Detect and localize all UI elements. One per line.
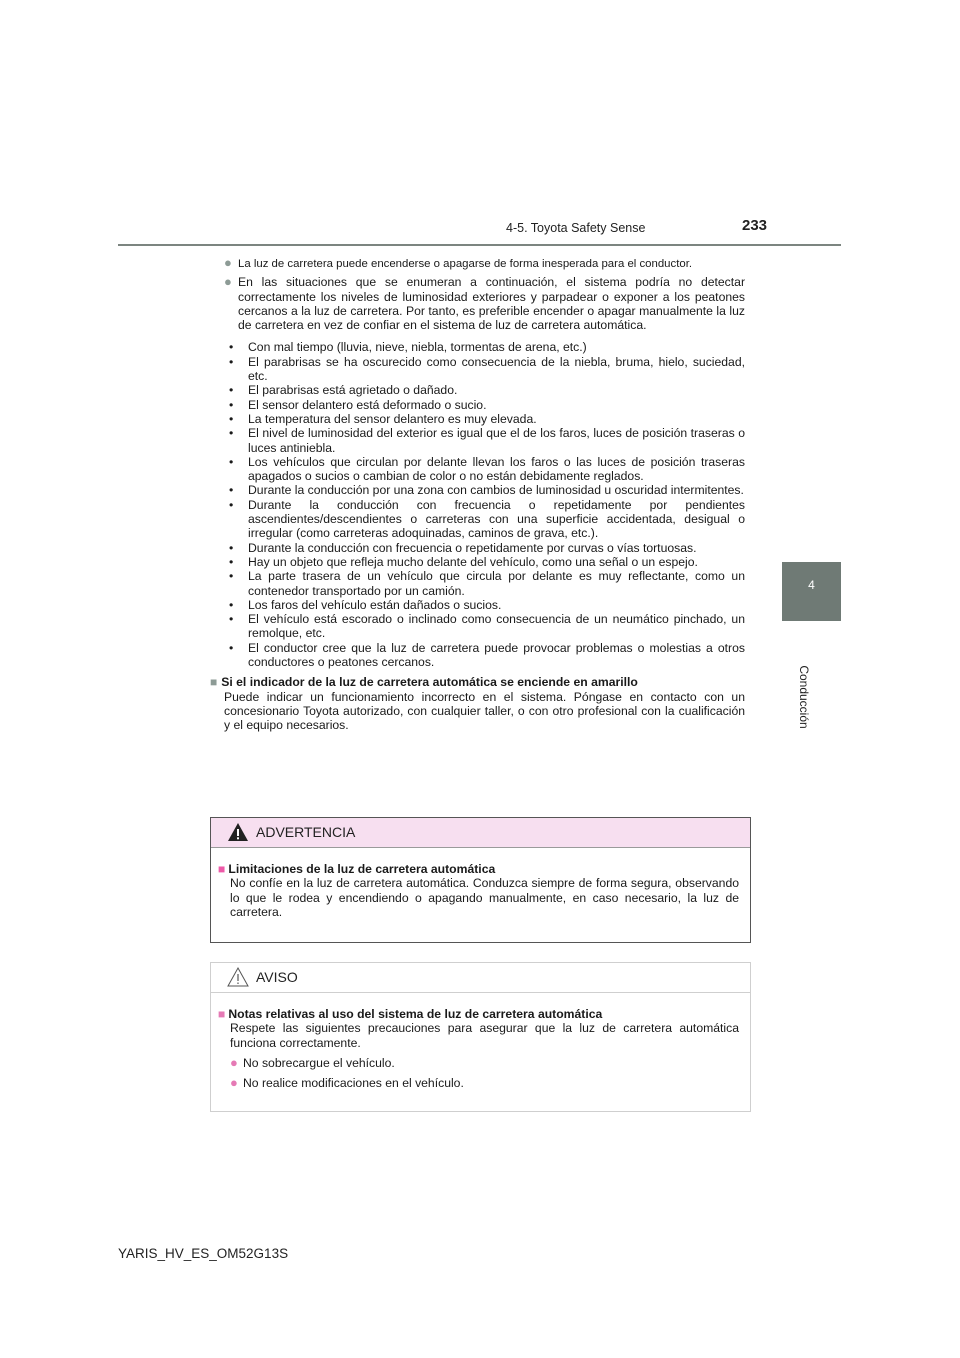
square-marker-icon: ■ xyxy=(218,862,226,876)
list-item-text: La parte trasera de un vehículo que circula por delante es muy reflectante, como un contenedor transportado por un camión. xyxy=(248,569,745,598)
notice-text: Respete las siguientes precauciones para asegurar que la luz de carretera automática funciona correctamente. xyxy=(230,1021,739,1050)
list-item-text: El conductor cree que la luz de carretera puede provocar problemas o molestias a otros conductores o peatones cercanos. xyxy=(248,640,745,670)
list-item-text: Hay un objeto que refleja mucho delante del vehículo, como una señal o un espejo. xyxy=(248,554,698,569)
page-number: 233 xyxy=(742,217,768,234)
list-bullet-icon: • xyxy=(229,411,234,426)
bullet-dot-icon: ● xyxy=(224,255,232,270)
list-bullet-icon: • xyxy=(229,597,234,612)
list-item xyxy=(224,412,745,426)
bullet-dot-icon: ● xyxy=(230,1054,238,1070)
list-item-text: El parabrisas está agrietado o dañado. xyxy=(248,383,458,398)
list-item-text: El parabrisas se ha oscurecido como consecuencia de la niebla, bruma, hielo, suciedad, etc. xyxy=(248,354,745,384)
list-item xyxy=(224,612,745,641)
bullet-paragraph xyxy=(224,256,745,271)
list-bullet-icon: • xyxy=(229,397,234,412)
indicator-section xyxy=(210,675,745,733)
list-bullet-icon: • xyxy=(229,383,234,398)
bullet-paragraph xyxy=(224,275,745,332)
notice-subheading xyxy=(218,1007,739,1021)
list-item-text: Durante la conducción por una zona con cambios de luminosidad u oscuridad intermitentes. xyxy=(248,483,744,498)
list-bullet-icon: • xyxy=(229,354,234,369)
main-content xyxy=(210,255,745,733)
list-item-text: El vehículo está escorado o inclinado como consecuencia de un neumático pinchado, un remolque, etc. xyxy=(248,612,745,641)
list-bullet-icon: • xyxy=(229,426,234,441)
chapter-tab xyxy=(782,562,841,621)
bullet-text: En las situaciones que se enumeran a continuación, el sistema podría no detectar correctamente los niveles de luminosidad exteriores y parpadear o exponer a los peatones cercanos a la luz de carretera. Por tanto, es preferible encender o apagar manualmente la luz de carretera en vez de confiar en el sistema de luz de carretera automática. xyxy=(238,275,745,333)
square-marker-icon: ■ xyxy=(218,1007,226,1021)
header-divider xyxy=(118,244,841,246)
square-marker-icon: ■ xyxy=(210,675,218,690)
list-bullet-icon: • xyxy=(229,540,234,555)
notice-box xyxy=(210,962,751,1112)
notice-box-header xyxy=(211,963,750,993)
list-bullet-icon: • xyxy=(229,483,234,498)
list-bullet-icon: • xyxy=(229,554,234,569)
list-bullet-icon: • xyxy=(229,340,234,355)
list-bullet-icon: • xyxy=(229,569,234,584)
list-item xyxy=(224,541,745,555)
notice-triangle-icon xyxy=(227,966,249,988)
notice-box-content xyxy=(211,993,750,1090)
bullet-text: La luz de carretera puede encenderse o apagarse de forma inesperada para el conductor. xyxy=(238,258,693,270)
list-item xyxy=(224,498,745,541)
notice-box-title: AVISO xyxy=(256,969,298,985)
list-item xyxy=(224,383,745,397)
bullet-dot-icon: ● xyxy=(224,274,232,290)
chapter-label: Conducción xyxy=(797,665,811,729)
list-item-text: El sensor delantero está deformado o sucio. xyxy=(248,397,487,412)
section-text: Puede indicar un funcionamiento incorrecto en el sistema. Póngase en contacto con un concesionario Toyota autorizado, con cualquier taller, o con otro profesional con la cualificación y el equipo necesarios. xyxy=(224,689,745,733)
list-item xyxy=(224,555,745,569)
list-item-text: Durante la conducción con frecuencia o repetidamente por pendientes ascendientes/descendientes o carreteras con una superficie accidentada, desigual o irregular (como carreteras adoquinadas, caminos de grava, etc.). xyxy=(248,497,745,541)
list-item-text: La temperatura del sensor delantero es muy elevada. xyxy=(248,411,537,426)
document-code: YARIS_HV_ES_OM52G13S xyxy=(118,1246,289,1261)
list-item xyxy=(224,483,745,497)
list-item xyxy=(224,641,745,670)
warning-triangle-icon xyxy=(227,821,249,843)
list-bullet-icon: • xyxy=(229,612,234,627)
notice-bullet-text: No sobrecargue el vehículo. xyxy=(243,1055,395,1070)
list-item-text: Los vehículos que circulan por delante llevan los faros o las luces de posición traseras apagados o sucios o cambian de color o no están debidamente reglados. xyxy=(248,454,745,484)
section-heading-text: Si el indicador de la luz de carretera automática se enciende en amarillo xyxy=(221,675,638,690)
list-item-text: Con mal tiempo (lluvia, nieve, niebla, tormentas de arena, etc.) xyxy=(248,340,587,355)
section-heading xyxy=(210,675,745,689)
list-bullet-icon: • xyxy=(229,497,234,512)
notice-bullet xyxy=(230,1076,739,1090)
list-item xyxy=(224,598,745,612)
warning-box xyxy=(210,817,751,943)
list-item-text: El nivel de luminosidad del exterior es igual que el de los faros, luces de posición traseras o luces antiniebla. xyxy=(248,426,745,455)
list-item xyxy=(224,398,745,412)
list-item xyxy=(224,455,745,484)
list-item xyxy=(224,426,745,455)
warning-box-header xyxy=(211,818,750,848)
list-item xyxy=(224,340,745,354)
situations-list xyxy=(224,340,745,669)
chapter-number: 4 xyxy=(808,578,815,592)
warning-subheading-text: Limitaciones de la luz de carretera automática xyxy=(228,862,496,876)
list-item xyxy=(224,355,745,384)
list-item-text: Durante la conducción con frecuencia o repetidamente por curvas o vías tortuosas. xyxy=(248,540,697,555)
warning-subheading xyxy=(218,862,739,876)
warning-box-content xyxy=(211,848,750,919)
notice-bullet-text: No realice modificaciones en el vehículo. xyxy=(243,1076,464,1091)
list-bullet-icon: • xyxy=(229,640,234,655)
bullet-dot-icon: ● xyxy=(230,1075,238,1091)
notice-bullet xyxy=(230,1056,739,1070)
list-item-text: Los faros del vehículo están dañados o sucios. xyxy=(248,597,502,612)
header-section-title: 4-5. Toyota Safety Sense xyxy=(506,221,646,235)
warning-text: No confíe en la luz de carretera automática. Conduzca siempre de forma segura, observando lo que le rodea y encendiendo o apagando manualmente, en caso necesario, la luz de carretera. xyxy=(230,876,739,919)
list-item xyxy=(224,569,745,598)
notice-subheading-text: Notas relativas al uso del sistema de luz de carretera automática xyxy=(228,1007,603,1021)
warning-box-title: ADVERTENCIA xyxy=(256,824,356,840)
list-bullet-icon: • xyxy=(229,454,234,469)
